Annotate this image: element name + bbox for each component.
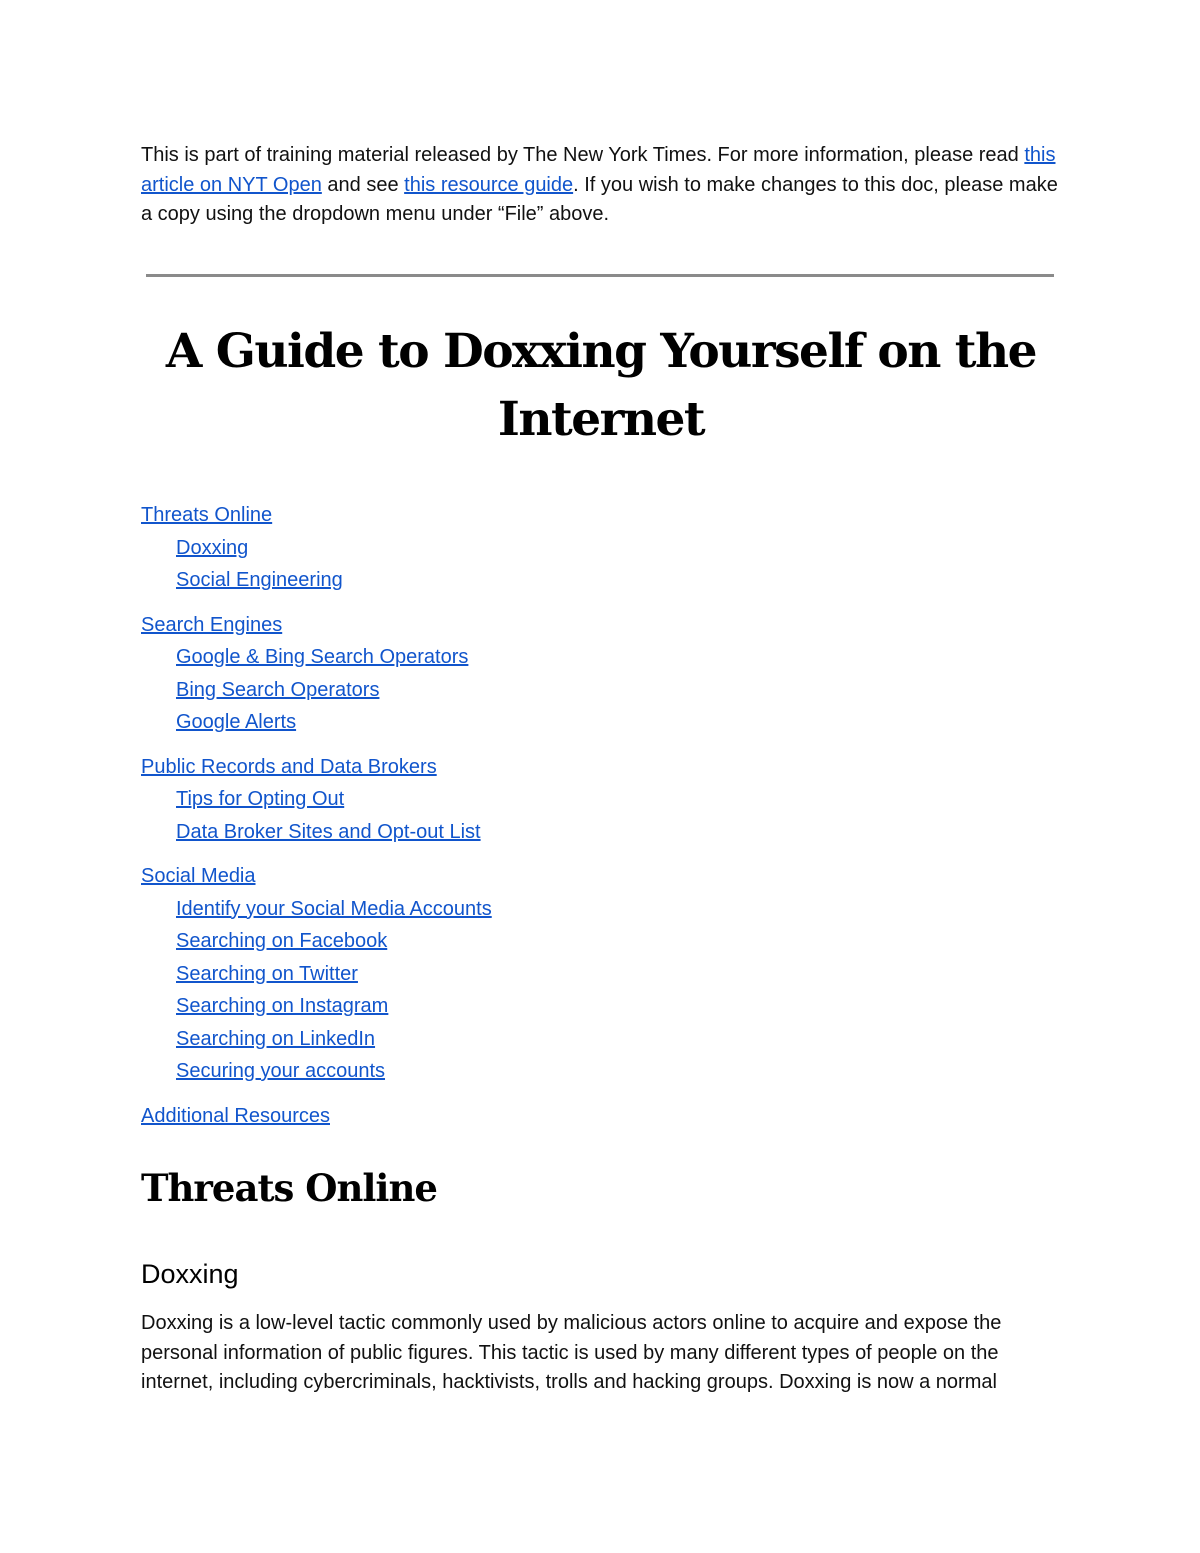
resource-guide-link[interactable]: this resource guide [404,173,574,196]
toc-link-searching-facebook[interactable]: Searching on Facebook [176,930,388,952]
toc-link-bing-search-operators[interactable]: Bing Search Operators [176,678,380,701]
toc-link-google-bing-search-operators[interactable]: Google & Bing Search Operators [176,646,469,668]
toc-link-doxxing[interactable]: Doxxing [176,536,249,559]
toc-link-social-engineering[interactable]: Social Engineering [176,569,343,591]
subsection-heading: Doxxing [141,1259,239,1289]
toc-link-data-broker-sites[interactable]: Data Broker Sites and Opt-out List [176,820,481,843]
toc-group [141,752,1061,850]
toc-link-searching-twitter[interactable]: Searching on Twitter [176,962,358,985]
toc-link-searching-instagram[interactable]: Searching on Instagram [176,995,389,1017]
toc-link-additional-resources[interactable]: Additional Resources [141,1104,330,1127]
toc-link-social-media[interactable]: Social Media [141,865,256,887]
horizontal-rule [146,274,1054,277]
document-title: A Guide to Doxxing Yourself on the Internet [165,324,1037,447]
intro-text-1: This is part of training material released by The New York Times. For more information, please read [141,144,1025,166]
toc-link-securing-accounts[interactable]: Securing your accounts [176,1060,386,1082]
toc-link-public-records[interactable]: Public Records and Data Brokers [141,755,437,778]
section-heading: Threats Online [141,1166,437,1210]
intro-text-3: . If you wish to make changes to this doc, please make a copy using the dropdown menu under “File” above. [141,173,1058,225]
toc-link-tips-opting-out[interactable]: Tips for Opting Out [176,788,345,810]
toc-group [141,500,1061,598]
intro-text-2: and see [321,173,405,196]
body-paragraph: Doxxing is a low-level tactic commonly used by malicious actors online to acquire and expose the personal information of public figures. This tactic is used by many different types of people on the internet, including cybercriminals, hacktivists, trolls and hacking groups. Doxxing is now a normal [141,1312,1002,1393]
toc-group [141,1101,1061,1134]
toc-link-searching-linkedin[interactable]: Searching on LinkedIn [176,1027,376,1050]
toc-link-identify-social-accounts[interactable]: Identify your Social Media Accounts [176,897,492,920]
toc-link-threats-online[interactable]: Threats Online [141,504,273,526]
toc-group [141,861,1061,1089]
table-of-contents [141,500,1061,1145]
toc-link-search-engines[interactable]: Search Engines [141,613,283,636]
toc-group [141,610,1061,740]
toc-link-google-alerts[interactable]: Google Alerts [176,711,297,733]
nyt-open-article-link[interactable]: this article on NYT Open [141,144,1056,196]
intro-paragraph [141,141,1061,230]
